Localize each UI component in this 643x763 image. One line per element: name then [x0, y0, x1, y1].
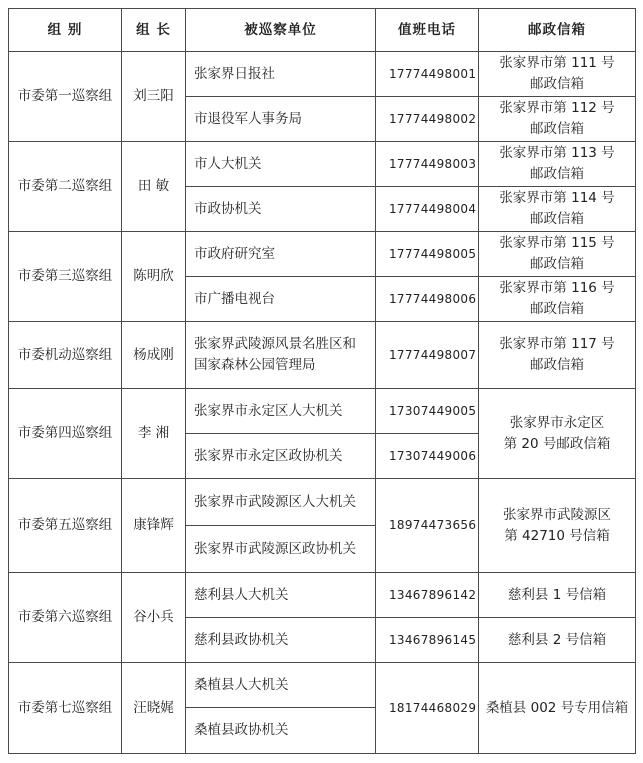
- inspected-unit: [186, 187, 376, 232]
- inspected-unit: [186, 322, 376, 389]
- duty-phone: 18974473656: [376, 479, 479, 573]
- duty-phone: 17774498002: [376, 97, 479, 142]
- mailbox-line: 张家界市第 116 号: [499, 280, 615, 296]
- inspection-contact-table-wrapper: [8, 8, 636, 754]
- postal-mailbox: [479, 187, 636, 232]
- unit-text: 张家界市永定区政协机关: [194, 447, 343, 464]
- inspected-unit: [186, 479, 376, 526]
- inspected-unit: [186, 663, 376, 708]
- mailbox-line: 邮政信箱: [530, 166, 584, 182]
- mailbox-line: 邮政信箱: [530, 211, 584, 227]
- table-row: [9, 232, 636, 277]
- postal-mailbox: [479, 322, 636, 389]
- inspected-unit: [186, 434, 376, 479]
- group-name: 市委第四巡察组: [9, 389, 122, 479]
- group-name: 市委第一巡察组: [9, 52, 122, 142]
- duty-phone: 17774498001: [376, 52, 479, 97]
- header-group: 组 别: [9, 9, 122, 52]
- duty-phone: 17307449005: [376, 389, 479, 434]
- inspected-unit: [186, 142, 376, 187]
- table-row: [9, 389, 636, 434]
- mailbox-line: 第 20 号邮政信箱: [503, 435, 611, 452]
- postal-mailbox: [479, 389, 636, 479]
- unit-text: 慈利县人大机关: [194, 586, 289, 603]
- inspected-unit: [186, 277, 376, 322]
- mailbox-line: 邮政信箱: [530, 121, 584, 137]
- postal-mailbox: [479, 97, 636, 142]
- unit-text: 桑植县政协机关: [194, 722, 289, 738]
- mailbox-line: 张家界市第 115 号: [499, 235, 615, 251]
- group-leader: 汪晓娓: [122, 663, 186, 754]
- unit-text: 张家界市永定区人大机关: [194, 402, 343, 419]
- duty-phone: 17774498007: [376, 322, 479, 389]
- mailbox-line: 邮政信箱: [530, 76, 584, 92]
- postal-mailbox: [479, 663, 636, 754]
- mailbox-line: 邮政信箱: [530, 357, 584, 373]
- postal-mailbox: [479, 52, 636, 97]
- mailbox-line: 邮政信箱: [530, 301, 584, 317]
- mailbox-line: 张家界市第 114 号: [499, 190, 615, 206]
- mailbox-line: 张家界市第 117 号: [499, 336, 615, 352]
- group-name: 市委机动巡察组: [9, 322, 122, 389]
- postal-mailbox: [479, 573, 636, 618]
- mailbox-line: 张家界市第 112 号: [499, 100, 615, 116]
- group-leader: 李 湘: [122, 389, 186, 479]
- unit-text: 市政府研究室: [194, 245, 275, 262]
- unit-text: 桑植县人大机关: [194, 676, 289, 693]
- group-name: 市委第二巡察组: [9, 142, 122, 232]
- inspected-unit: [186, 52, 376, 97]
- duty-phone: 17774498004: [376, 187, 479, 232]
- inspected-unit: [186, 573, 376, 618]
- inspected-unit: [186, 389, 376, 434]
- unit-text: 市广播电视台: [194, 290, 275, 307]
- postal-mailbox: [479, 618, 636, 663]
- postal-mailbox: [479, 277, 636, 322]
- mailbox-line: 张家界市武陵源区: [503, 506, 611, 523]
- inspected-unit: [186, 526, 376, 573]
- mailbox-line: 慈利县 1 号信箱: [507, 586, 607, 603]
- header-unit: 被巡察单位: [186, 9, 376, 52]
- postal-mailbox: [479, 479, 636, 573]
- mailbox-line: 张家界市第 113 号: [499, 145, 615, 161]
- unit-text: 张家界市武陵源区人大机关: [194, 493, 356, 510]
- mailbox-line: 慈利县 2 号信箱: [507, 631, 607, 648]
- table-row: [9, 142, 636, 187]
- inspected-unit: [186, 232, 376, 277]
- postal-mailbox: [479, 142, 636, 187]
- duty-phone: 17307449006: [376, 434, 479, 479]
- table-row: [9, 52, 636, 97]
- unit-text: 张家界市武陵源区政协机关: [194, 540, 356, 557]
- unit-text: 国家森林公园管理局: [194, 357, 316, 373]
- group-leader: 谷小兵: [122, 573, 186, 663]
- duty-phone: 13467896142: [376, 573, 479, 618]
- table-row: [9, 663, 636, 708]
- group-name: 市委第七巡察组: [9, 663, 122, 754]
- mailbox-line: 张家界市第 111 号: [499, 55, 615, 71]
- group-leader: 杨成刚: [122, 322, 186, 389]
- group-name: 市委第三巡察组: [9, 232, 122, 322]
- inspected-unit: [186, 618, 376, 663]
- table-row: [9, 573, 636, 618]
- unit-text: 张家界日报社: [194, 65, 275, 82]
- group-leader: 刘三阳: [122, 52, 186, 142]
- unit-text: 市人大机关: [194, 155, 262, 172]
- group-name: 市委第六巡察组: [9, 573, 122, 663]
- mailbox-line: 第 42710 号信箱: [504, 527, 610, 544]
- mailbox-line: 邮政信箱: [530, 256, 584, 272]
- inspected-unit: [186, 708, 376, 754]
- group-leader: 陈明欣: [122, 232, 186, 322]
- unit-text: 慈利县政协机关: [194, 631, 289, 648]
- mailbox-line: 桑植县 002 号专用信箱: [485, 699, 629, 716]
- header-phone: 值班电话: [376, 9, 479, 52]
- unit-text: 市退役军人事务局: [194, 110, 302, 127]
- postal-mailbox: [479, 232, 636, 277]
- header-leader: 组 长: [122, 9, 186, 52]
- inspected-unit: [186, 97, 376, 142]
- duty-phone: 17774498003: [376, 142, 479, 187]
- unit-text: 市政协机关: [194, 200, 262, 217]
- table-row: [9, 479, 636, 526]
- mailbox-line: 张家界市永定区: [509, 414, 605, 431]
- header-row: [9, 9, 636, 52]
- unit-text: 张家界武陵源风景名胜区和: [194, 336, 356, 352]
- duty-phone: 18174468029: [376, 663, 479, 754]
- duty-phone: 13467896145: [376, 618, 479, 663]
- group-leader: 田 敏: [122, 142, 186, 232]
- table-row: [9, 322, 636, 389]
- group-name: 市委第五巡察组: [9, 479, 122, 573]
- header-mailbox: 邮政信箱: [479, 9, 636, 52]
- duty-phone: 17774498006: [376, 277, 479, 322]
- inspection-contact-table: [8, 8, 636, 754]
- group-leader: 康锋辉: [122, 479, 186, 573]
- duty-phone: 17774498005: [376, 232, 479, 277]
